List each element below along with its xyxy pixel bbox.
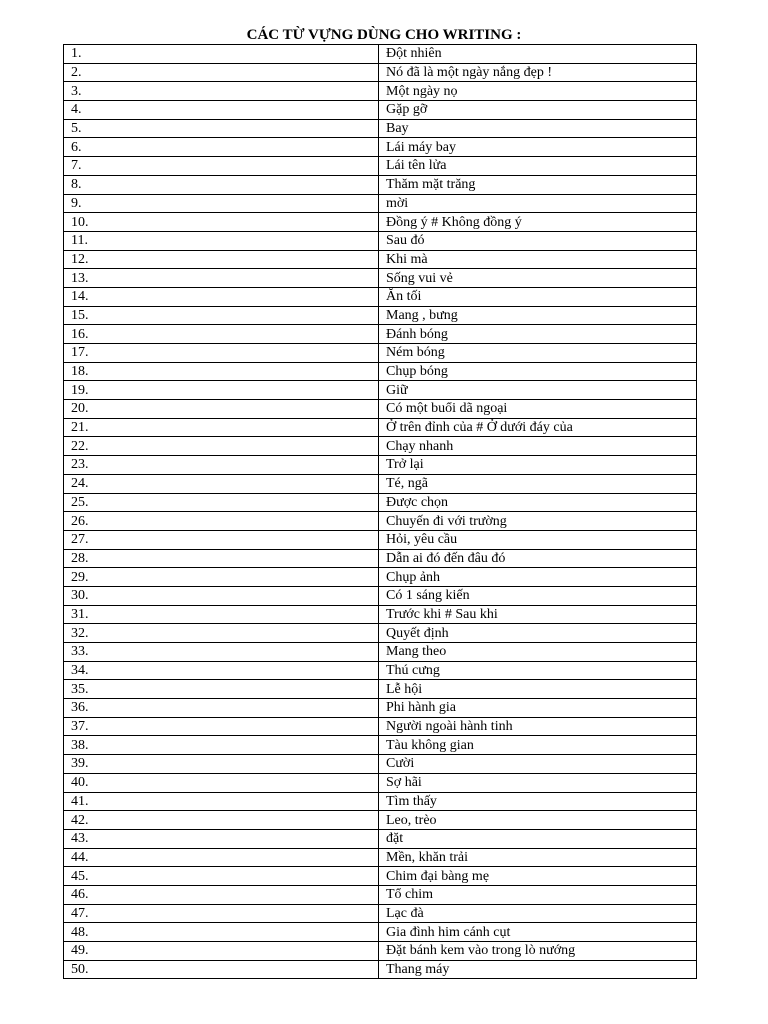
row-number: 11.	[64, 231, 379, 250]
table-row	[64, 792, 697, 811]
row-number: 14.	[64, 287, 379, 306]
row-number: 2.	[64, 63, 379, 82]
row-number: 28.	[64, 549, 379, 568]
row-number: 7.	[64, 157, 379, 176]
table-row	[64, 138, 697, 157]
table-row	[64, 643, 697, 662]
vocab-term: Nó đã là một ngày nắng đẹp !	[379, 63, 697, 82]
row-number: 6.	[64, 138, 379, 157]
row-number: 12.	[64, 250, 379, 269]
row-number: 21.	[64, 418, 379, 437]
row-number: 33.	[64, 643, 379, 662]
vocab-term: Trở lại	[379, 456, 697, 475]
vocab-term: Quyết định	[379, 624, 697, 643]
table-row	[64, 717, 697, 736]
row-number: 22.	[64, 437, 379, 456]
table-row	[64, 437, 697, 456]
vocab-term: Lái máy bay	[379, 138, 697, 157]
table-row	[64, 250, 697, 269]
table-row	[64, 325, 697, 344]
table-row	[64, 680, 697, 699]
table-row	[64, 175, 697, 194]
table-row	[64, 773, 697, 792]
vocab-term: Mang theo	[379, 643, 697, 662]
vocab-term: đặt	[379, 829, 697, 848]
row-number: 29.	[64, 568, 379, 587]
vocab-term: Tìm thấy	[379, 792, 697, 811]
vocab-term: Có 1 sáng kiến	[379, 586, 697, 605]
vocab-table-body	[64, 45, 697, 979]
vocab-term: Thăm mặt trăng	[379, 175, 697, 194]
vocab-term: Sống vui vẻ	[379, 269, 697, 288]
vocab-term: Lễ hội	[379, 680, 697, 699]
table-row	[64, 624, 697, 643]
row-number: 35.	[64, 680, 379, 699]
table-row	[64, 269, 697, 288]
table-row	[64, 344, 697, 363]
table-row	[64, 194, 697, 213]
table-row	[64, 213, 697, 232]
vocab-term: Lạc đà	[379, 904, 697, 923]
row-number: 47.	[64, 904, 379, 923]
row-number: 41.	[64, 792, 379, 811]
vocab-term: Bay	[379, 119, 697, 138]
table-row	[64, 101, 697, 120]
vocab-term: Một ngày nọ	[379, 82, 697, 101]
vocab-term: Chụp ảnh	[379, 568, 697, 587]
row-number: 1.	[64, 45, 379, 64]
table-row	[64, 867, 697, 886]
vocab-term: Sau đó	[379, 231, 697, 250]
row-number: 37.	[64, 717, 379, 736]
row-number: 18.	[64, 362, 379, 381]
vocab-term: Đột nhiên	[379, 45, 697, 64]
vocab-term: Tổ chim	[379, 885, 697, 904]
table-row	[64, 811, 697, 830]
table-row	[64, 119, 697, 138]
row-number: 39.	[64, 755, 379, 774]
row-number: 43.	[64, 829, 379, 848]
table-row	[64, 493, 697, 512]
table-row	[64, 848, 697, 867]
vocab-term: Đặt bánh kem vào trong lò nướng	[379, 942, 697, 961]
table-row	[64, 400, 697, 419]
vocab-term: Mang , bưng	[379, 306, 697, 325]
table-row	[64, 605, 697, 624]
table-row	[64, 63, 697, 82]
vocab-term: Phi hành gia	[379, 699, 697, 718]
table-row	[64, 231, 697, 250]
row-number: 32.	[64, 624, 379, 643]
row-number: 36.	[64, 699, 379, 718]
table-row	[64, 549, 697, 568]
table-row	[64, 699, 697, 718]
vocab-term: Ở trên đỉnh của # Ở dưới đáy của	[379, 418, 697, 437]
page-title: CÁC TỪ VỰNG DÙNG CHO WRITING :	[246, 27, 522, 43]
row-number: 40.	[64, 773, 379, 792]
vocab-term: Trước khi # Sau khi	[379, 605, 697, 624]
table-row	[64, 904, 697, 923]
row-number: 4.	[64, 101, 379, 120]
vocab-term: Lái tên lửa	[379, 157, 697, 176]
table-row	[64, 474, 697, 493]
vocab-term: Ăn tối	[379, 287, 697, 306]
row-number: 16.	[64, 325, 379, 344]
table-row	[64, 755, 697, 774]
row-number: 30.	[64, 586, 379, 605]
vocab-term: Leo, trèo	[379, 811, 697, 830]
vocab-term: Dẫn ai đó đến đâu đó	[379, 549, 697, 568]
row-number: 17.	[64, 344, 379, 363]
vocab-term: mời	[379, 194, 697, 213]
table-row	[64, 736, 697, 755]
vocab-term: Được chọn	[379, 493, 697, 512]
table-row	[64, 287, 697, 306]
vocab-term: Đánh bóng	[379, 325, 697, 344]
vocab-term: Có một buổi dã ngoại	[379, 400, 697, 419]
vocab-term: Sợ hãi	[379, 773, 697, 792]
row-number: 20.	[64, 400, 379, 419]
vocab-term: Giữ	[379, 381, 697, 400]
table-row	[64, 306, 697, 325]
table-row	[64, 82, 697, 101]
row-number: 9.	[64, 194, 379, 213]
table-row	[64, 885, 697, 904]
row-number: 24.	[64, 474, 379, 493]
vocab-term: Đồng ý # Không đồng ý	[379, 213, 697, 232]
table-row	[64, 157, 697, 176]
row-number: 10.	[64, 213, 379, 232]
table-row	[64, 960, 697, 979]
vocab-term: Té, ngã	[379, 474, 697, 493]
table-row	[64, 568, 697, 587]
vocab-term: Cười	[379, 755, 697, 774]
row-number: 46.	[64, 885, 379, 904]
row-number: 42.	[64, 811, 379, 830]
row-number: 3.	[64, 82, 379, 101]
vocab-term: Ném bóng	[379, 344, 697, 363]
row-number: 34.	[64, 661, 379, 680]
vocab-term: Thang máy	[379, 960, 697, 979]
table-row	[64, 661, 697, 680]
vocab-term: Hỏi, yêu cầu	[379, 530, 697, 549]
vocab-term: Chuyến đi với trường	[379, 512, 697, 531]
row-number: 27.	[64, 530, 379, 549]
row-number: 38.	[64, 736, 379, 755]
table-row	[64, 512, 697, 531]
table-row	[64, 418, 697, 437]
table-row	[64, 45, 697, 64]
vocab-term: Mền, khăn trải	[379, 848, 697, 867]
row-number: 44.	[64, 848, 379, 867]
table-row	[64, 362, 697, 381]
table-row	[64, 923, 697, 942]
vocab-term: Thú cưng	[379, 661, 697, 680]
table-row	[64, 829, 697, 848]
row-number: 45.	[64, 867, 379, 886]
vocab-term: Gia đình him cánh cụt	[379, 923, 697, 942]
vocab-term: Khi mà	[379, 250, 697, 269]
row-number: 23.	[64, 456, 379, 475]
vocab-term: Chạy nhanh	[379, 437, 697, 456]
row-number: 48.	[64, 923, 379, 942]
row-number: 15.	[64, 306, 379, 325]
table-row	[64, 456, 697, 475]
row-number: 25.	[64, 493, 379, 512]
row-number: 5.	[64, 119, 379, 138]
vocab-term: Chụp bóng	[379, 362, 697, 381]
vocab-term: Người ngoài hành tinh	[379, 717, 697, 736]
table-row	[64, 586, 697, 605]
vocab-term: Gặp gỡ	[379, 101, 697, 120]
row-number: 50.	[64, 960, 379, 979]
table-row	[64, 381, 697, 400]
vocab-table	[63, 44, 697, 979]
table-row	[64, 530, 697, 549]
row-number: 49.	[64, 942, 379, 961]
row-number: 31.	[64, 605, 379, 624]
row-number: 8.	[64, 175, 379, 194]
vocab-term: Chim đại bàng mẹ	[379, 867, 697, 886]
table-row	[64, 942, 697, 961]
row-number: 13.	[64, 269, 379, 288]
row-number: 19.	[64, 381, 379, 400]
row-number: 26.	[64, 512, 379, 531]
vocab-term: Tàu không gian	[379, 736, 697, 755]
